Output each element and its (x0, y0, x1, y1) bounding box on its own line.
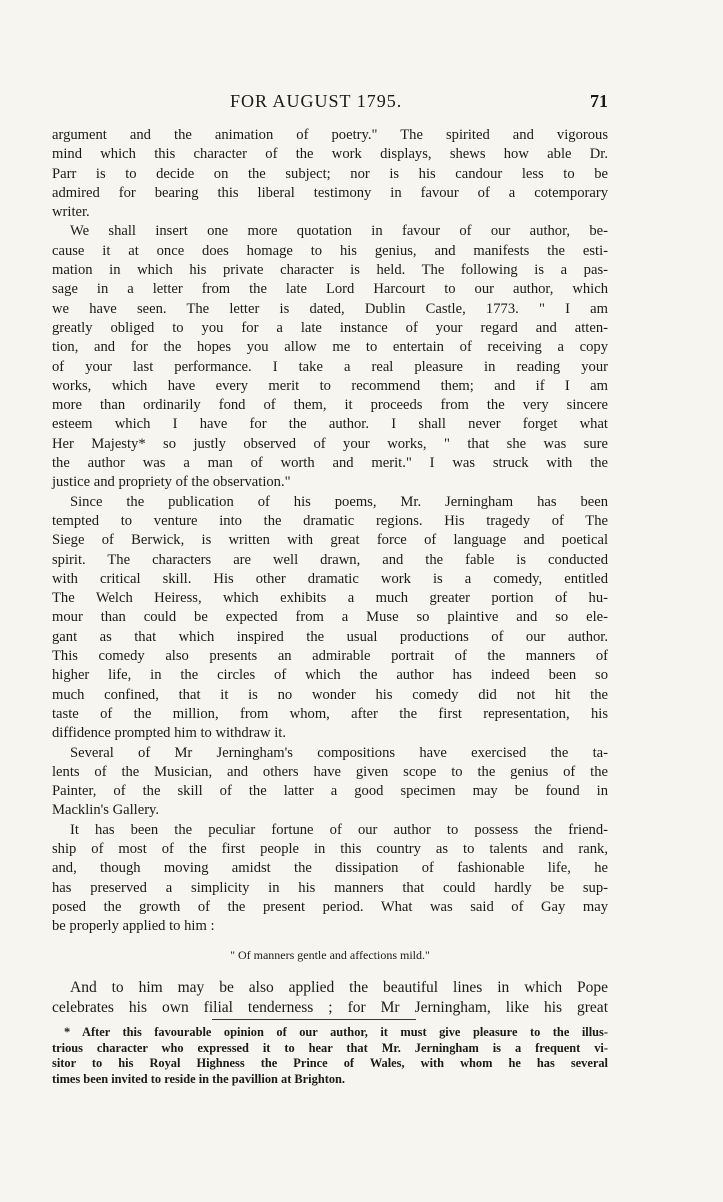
text-line: and, though moving amidst the dissipation of fashionable life, he (52, 860, 608, 877)
text-line: Macklin's Gallery. (52, 802, 160, 819)
text-line: Painter, of the skill of the latter a good specimen may be found in (52, 783, 608, 800)
footnote-line: * After this favourable opinion of our author, it must give pleasure to the illus- (64, 1025, 608, 1039)
running-head: FOR AUGUST 1795. (230, 91, 403, 111)
text-line: gant as that which inspired the usual productions of our author. (52, 628, 608, 645)
body-text (52, 126, 608, 1018)
text-line: ship of most of the first people in this country as to talents and rank, (52, 840, 608, 857)
text-line: we have seen. The letter is dated, Dublin Castle, 1773. " I am (52, 300, 608, 317)
text-line: Siege of Berwick, is written with great force of language and poetical (52, 532, 608, 549)
text-line: more than ordinarily fond of them, it proceeds from the very sincere (52, 397, 608, 414)
text-line: tempted to venture into the dramatic regions. His tragedy of The (52, 512, 608, 529)
text-line: higher life, in the circles of which the author has indeed been so (52, 667, 608, 684)
text-line: taste of the million, from whom, after the first representation, his (52, 705, 608, 722)
text-line: lents of the Musician, and others have given scope to the genius of the (52, 763, 608, 780)
text-line: It has been the peculiar fortune of our author to possess the friend- (70, 821, 608, 838)
page-number: 71 (590, 91, 608, 111)
text-line: esteem which I have for the author. I shall never forget what (52, 416, 608, 433)
footnote-line: sitor to his Royal Highness the Prince of Wales, with whom he has several (52, 1056, 608, 1070)
text-line: Her Majesty* so justly observed of your works, " that she was sure (52, 435, 608, 452)
text-line: celebrates his own filial tenderness ; for Mr Jerningham, like his great (52, 998, 608, 1016)
text-line: Since the publication of his poems, Mr. Jerningham has been (70, 493, 608, 510)
text-line: Several of Mr Jerningham's compositions have exercised the ta- (70, 744, 608, 761)
text-line: Parr is to decide on the subject; nor is his candour less to be (52, 165, 608, 182)
text-line: the author was a man of worth and merit." I was struck with the (52, 455, 608, 472)
footnote (52, 1025, 608, 1087)
page-header (52, 91, 608, 121)
text-line: greatly obliged to you for a late instance of your regard and atten- (52, 319, 608, 336)
quotation-line: " Of manners gentle and affections mild." (230, 948, 430, 963)
text-line: posed the growth of the present period. What was said of Gay may (52, 898, 608, 915)
text-line: of your last performance. I take a real pleasure in reading your (52, 358, 608, 375)
text-line: writer. (52, 204, 90, 221)
text-line: diffidence prompted him to withdraw it. (52, 725, 286, 742)
text-line: justice and propriety of the observation." (52, 474, 291, 491)
text-line: spirit. The characters are well drawn, and the fable is conducted (52, 551, 608, 568)
text-line: mation in which his private character is held. The following is a pas- (52, 262, 608, 279)
text-line: has preserved a simplicity in his manners that could hardly be sup- (52, 879, 608, 896)
text-line: works, which have every merit to recommend them; and if I am (52, 377, 608, 394)
text-line: with critical skill. His other dramatic work is a comedy, entitled (52, 570, 608, 587)
footnote-line: times been invited to reside in the pavillion at Brighton. (52, 1071, 346, 1086)
text-line: This comedy also presents an admirable portrait of the manners of (52, 648, 608, 665)
text-line: be properly applied to him : (52, 918, 215, 935)
text-line: We shall insert one more quotation in favour of our author, be- (70, 223, 608, 240)
text-line: The Welch Heiress, which exhibits a much greater portion of hu- (52, 590, 608, 607)
closing-paragraph (52, 978, 608, 1018)
text-line: sage in a letter from the late Lord Harcourt to our author, which (52, 281, 608, 298)
text-line: mind which this character of the work displays, shews how able Dr. (52, 146, 608, 163)
footnote-rule (212, 1019, 416, 1020)
text-line: cause it at once does homage to his genius, and manifests the esti- (52, 242, 608, 259)
text-line: much confined, that it is no wonder his comedy did not hit the (52, 686, 608, 703)
text-line: And to him may be also applied the beautiful lines in which Pope (70, 978, 608, 996)
footnote-line: trious character who expressed it to hear that Mr. Jerningham is a frequent vi- (52, 1040, 608, 1055)
text-line: tion, and for the hopes you allow me to entertain of receiving a copy (52, 339, 608, 356)
text-line: admired for bearing this liberal testimony in favour of a cotemporary (52, 184, 608, 201)
text-line: argument and the animation of poetry." The spirited and vigorous (52, 127, 608, 143)
text-line: mour than could be expected from a Muse so plaintive and so ele- (52, 609, 608, 626)
